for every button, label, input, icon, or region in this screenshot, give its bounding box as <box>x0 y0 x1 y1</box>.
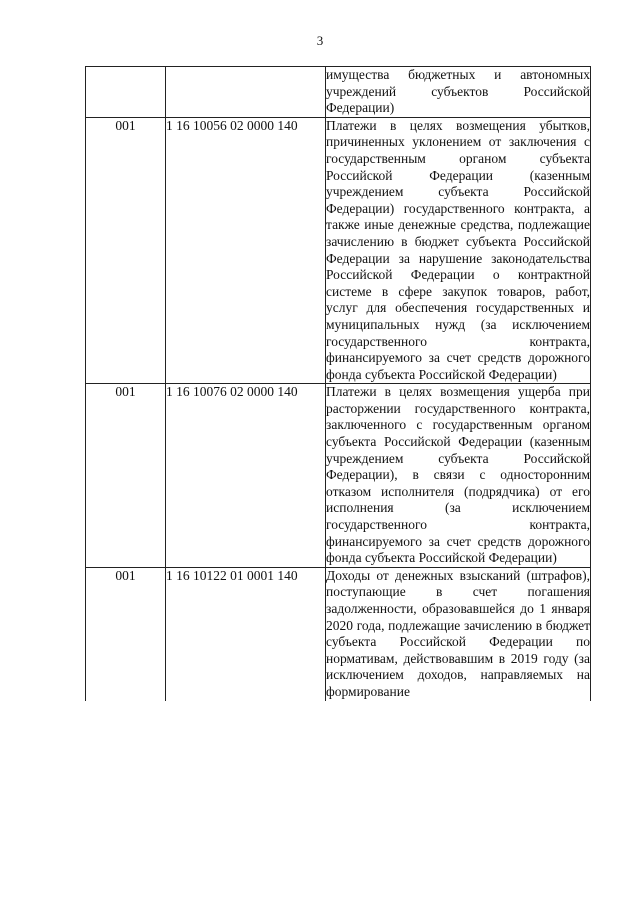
description-text: Платежи в целях возмещения ущерба при расторжении государственного контракта, заключенного с государственным органом субъекта Российской Федерации (казенным учреждением субъекта Российской Федерации), в связи с односторонним отказом исполнителя (подрядчика) от его исполнения (за исключением государственного контракта, финансируемого за счет средств дорожного фонда субъекта Российской Федерации) <box>326 384 590 566</box>
page-number: 3 <box>316 33 324 48</box>
description-text: Доходы от денежных взысканий (штрафов), поступающие в счет погашения задолженности, образовавшейся до 1 января 2020 года, подлежащие зачислению в бюджет субъекта Российской Федерации по нормативам, действовавшим в 2019 году (за исключением доходов, направляемых на формирование <box>326 567 590 699</box>
kbk-code-cell: 1 16 10056 02 0000 140 <box>166 117 326 384</box>
admin-code-cell <box>86 67 166 118</box>
admin-code-cell: 001 <box>86 117 166 384</box>
table-row <box>86 567 591 700</box>
admin-code-cell: 001 <box>86 567 166 700</box>
admin-code-cell: 001 <box>86 384 166 568</box>
description-cell <box>326 67 591 118</box>
description-cell <box>326 384 591 568</box>
description-text: имущества бюджетных и автономных учреждений субъектов Российской Федерации) <box>326 67 590 116</box>
kbk-code-cell: 1 16 10076 02 0000 140 <box>166 384 326 568</box>
table-row <box>86 117 591 384</box>
table-row <box>86 67 591 118</box>
description-text: Платежи в целях возмещения убытков, причиненных уклонением от заключения с государственным органом субъекта Российской Федерации (казенным учреждением субъекта Российской Федерации) государственного контракта, а также иные денежные средства, подлежащие зачислению в бюджет субъекта Российской Федерации за нарушение законодательства Российской Федерации о контрактной системе в сфере закупок товаров, работ, услуг для обеспечения государственных и муниципальных нужд (за исключением государственного контракта, финансируемого за счет средств дорожного фонда субъекта Российской Федерации) <box>326 117 590 382</box>
table-row <box>86 384 591 568</box>
description-cell <box>326 567 591 700</box>
kbk-code-cell <box>166 67 326 118</box>
budget-codes-table <box>85 66 591 701</box>
kbk-code-cell: 1 16 10122 01 0001 140 <box>166 567 326 700</box>
description-cell <box>326 117 591 384</box>
